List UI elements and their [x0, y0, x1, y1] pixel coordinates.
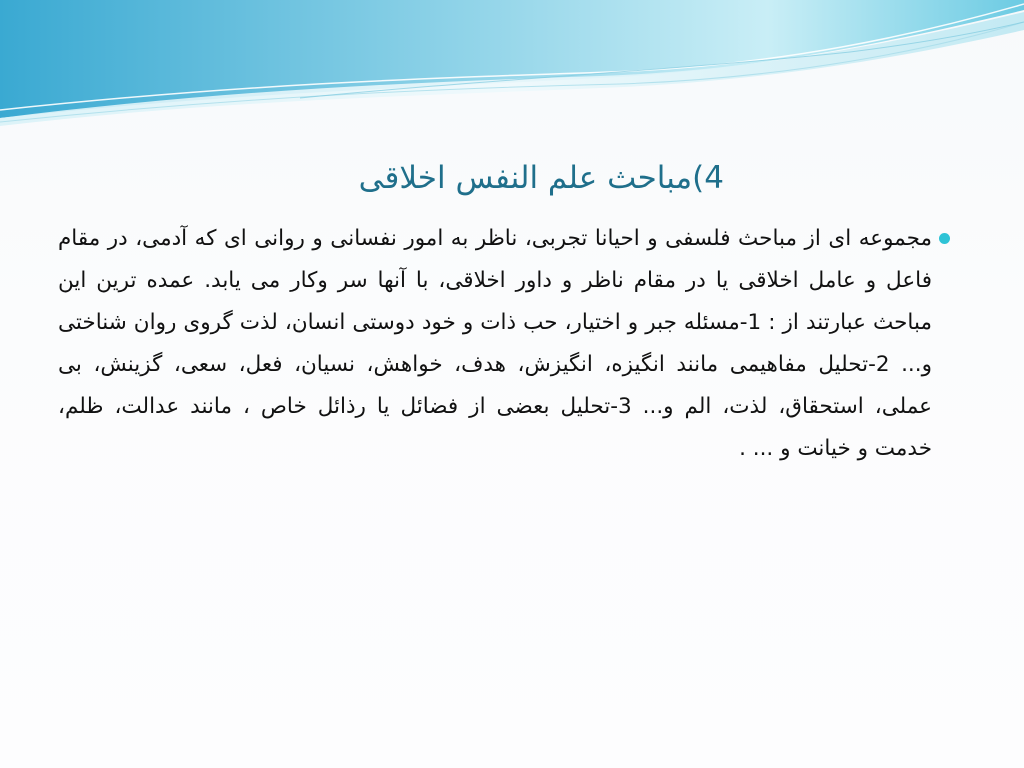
content-body	[58, 218, 938, 470]
bullet-item	[58, 218, 932, 470]
bullet-text: مجموعه ای از مباحث فلسفی و احیانا تجربی، ناظر به امور نفسانی و روانی ای که آدمی، در مقام فاعل و عامل اخلاقی یا در مقام ناظر و داور اخلاقی، با آنها سر وکار می یابد. عمده ترین این مباحث عبارتند از : 1-مسئله جبر و اختیار، حب ذات و خود دوستی انسان، لذت گروی روان شناختی و... 2-تحلیل مفاهیمی مانند انگیزه، انگیزش، هدف، خواهش، نسیان، فعل، سعی، گزینش، بی عملی، استحقاق، لذت، الم و... 3-تحلیل بعضی از فضائل یا رذائل خاص ، مانند عدالت، ظلم، خدمت و خیانت و ... .	[58, 226, 932, 461]
decorative-wave-header	[0, 0, 1024, 130]
bullet-dot-icon	[939, 233, 950, 244]
slide-title: 4)مباحث علم النفس اخلاقی	[358, 160, 724, 196]
